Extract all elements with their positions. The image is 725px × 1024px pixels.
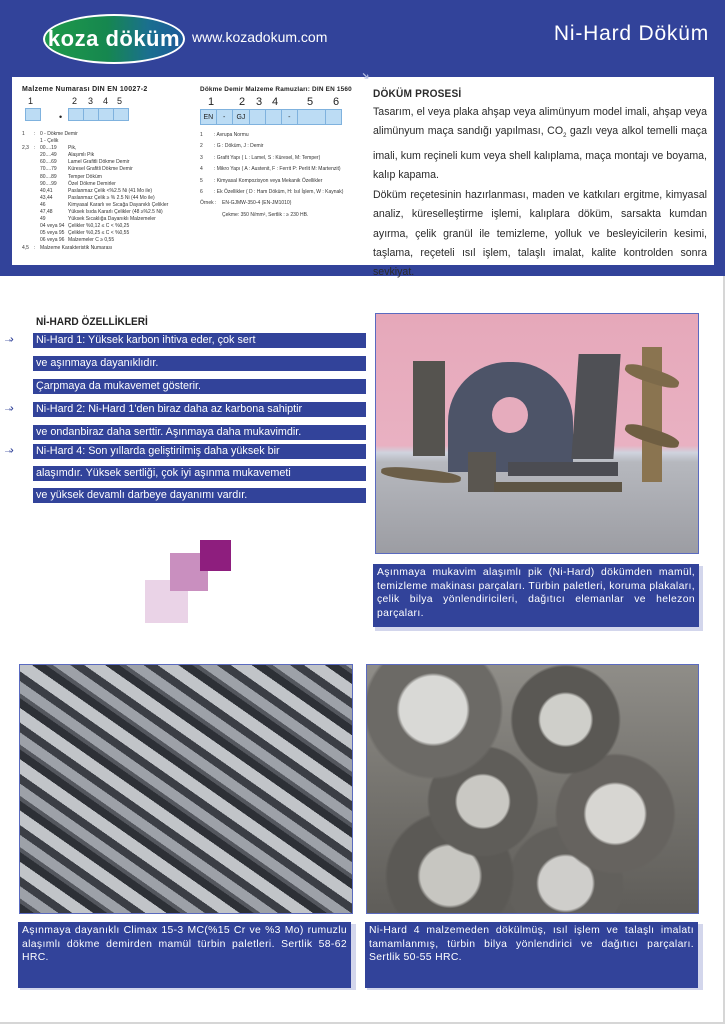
item-key <box>22 223 34 230</box>
item-key <box>22 159 34 166</box>
logo-text: koza döküm <box>47 26 181 51</box>
item-desc: Temper Döküm <box>68 173 102 180</box>
double-arrow-icon: →›› <box>3 334 11 345</box>
code-box <box>250 110 266 124</box>
example-label: Örnek : <box>200 200 217 207</box>
part-bar <box>508 462 618 476</box>
company-logo <box>43 14 185 64</box>
caption-turbine-blades: Aşınmaya dayanıklı Climax 15-3 MC(%15 Cr ve %3 Mo) rumuzlu alaşımlı dökme demirden mamül türbin paletleri. Sertlik 58-62 HRC. <box>18 922 351 988</box>
position-label: 6 <box>333 96 340 108</box>
item-key <box>22 216 34 223</box>
position-label: 5 <box>117 96 123 106</box>
din-10027-block <box>22 86 192 252</box>
item-value: : Mikro Yapı ( A : Austenit, F : Ferrit P: Perlit M: Martenzit) <box>214 166 341 173</box>
item-key <box>22 202 34 209</box>
photo-nihard-parts <box>375 313 699 554</box>
item-separator: : <box>34 244 36 251</box>
item-code: 70....79 <box>40 166 57 173</box>
list-item <box>22 245 192 252</box>
item-key: 2,3 <box>22 145 29 152</box>
feature-line: Ni-Hard 4: Son yıllarda geliştirilmiş daha yüksek bir <box>33 444 366 459</box>
position-label: 4 <box>103 96 109 106</box>
part-bar <box>494 482 622 492</box>
item-code: Malzeme Karakteristik Numarası <box>40 244 113 251</box>
code-box <box>326 110 341 124</box>
code-box: - <box>217 110 233 124</box>
example-row <box>200 198 360 209</box>
item-value: : Ek Özellikler ( D : Ham Döküm, H: Isıl İşlem, W : Kaynak) <box>214 189 344 196</box>
din-10027-list <box>22 131 192 252</box>
feature-line: Ni-Hard 2: Ni-Hard 1'den biraz daha az karbona sahiptir <box>33 402 366 417</box>
din-1560-title: Dökme Demir Malzeme Ramuzları: DIN EN 1560 <box>200 86 352 93</box>
item-code: 00....19 <box>40 145 57 152</box>
item-key <box>22 138 34 145</box>
item-desc: Malzemeler C ≥ 0,55 <box>68 237 115 244</box>
list-item <box>22 195 192 202</box>
list-item <box>200 164 360 175</box>
code-box: EN <box>201 110 217 124</box>
item-code: 90....99 <box>40 180 57 187</box>
features-title: Nİ-HARD ÖZELLİKLERİ <box>36 316 148 328</box>
item-desc: Paslanmaz Çelik ≥ % 2.5 Ni (44 Mo ile) <box>68 194 155 201</box>
position-label: 5 <box>307 96 314 108</box>
item-value: : Avrupa Normu <box>214 132 249 138</box>
item-desc: Alaşımlı Pik <box>68 152 95 159</box>
item-key: 6 <box>200 189 203 196</box>
part-plate <box>413 361 445 456</box>
code-box <box>266 110 282 124</box>
item-code: 06 veya 96 <box>40 237 65 244</box>
list-item <box>22 188 192 195</box>
item-code: 04 veya 94 <box>40 223 65 230</box>
item-code: 80....89 <box>40 173 57 180</box>
item-value: : G : Döküm, J : Demir <box>214 143 264 150</box>
item-key: 5 <box>200 177 203 184</box>
page-title: Ni-Hard Döküm <box>553 22 709 45</box>
din-10027-title: Malzeme Numarası DIN EN 10027-2 <box>22 86 148 93</box>
item-desc: Lamel Grafitli Dökme Demir <box>68 159 130 166</box>
item-key <box>22 237 34 244</box>
din-1560-boxes <box>200 109 342 125</box>
list-item <box>22 230 192 237</box>
item-desc: Pik, <box>68 145 77 152</box>
item-code: 46 <box>40 201 46 208</box>
item-desc: Küresel Grafitli Dökme Demir <box>68 166 133 173</box>
position-label: 3 <box>256 96 263 108</box>
position-label: 4 <box>272 96 279 108</box>
part-liner <box>571 354 620 459</box>
code-box: - <box>282 110 298 124</box>
item-code: 60....69 <box>40 159 57 166</box>
list-item <box>22 166 192 173</box>
feature-line: ve aşınmaya dayanıklıdır. <box>33 356 366 371</box>
caption-nihard-parts: Aşınmaya mukavim alaşımlı pik (Ni-Hard) dökümden mamül, temizleme makinası parçaları. Türbin paletleri, koruma plakaları, çelik bilya yönlendiricileri, dağıtıcı elemanlar ve helezon parçaları. <box>373 564 699 627</box>
item-desc: Yüksek Isıda Kararlı Çelikler (48 ≥%2.5 Ni) <box>68 209 163 216</box>
item-value: : Kimyasal Kompozisyon veya Mekanik Özellikler <box>214 177 323 184</box>
feature-line: ve yüksek devamlı darbeye dayanımı vardır. <box>33 488 366 503</box>
item-key <box>22 195 34 202</box>
din-10027-positions <box>22 96 192 108</box>
list-item <box>22 209 192 216</box>
process-text: gazlı veya alkol temelli maça imali, kum reçineli kum veya shell kalıplama, maça montajı ve boyama, kalıp kapama. <box>373 125 707 182</box>
code-box <box>68 108 84 121</box>
item-desc: Yüksek Sıcaklığa Dayanıklı Malzemeler <box>68 216 156 223</box>
list-item <box>200 187 360 198</box>
code-box <box>298 110 327 124</box>
list-item <box>22 216 192 223</box>
item-separator: : <box>34 131 36 137</box>
item-key <box>22 152 34 159</box>
subscript: 2 <box>563 133 567 140</box>
item-key <box>22 181 34 188</box>
feature-line: Ni-Hard 1: Yüksek karbon ihtiva eder, çok sert <box>33 333 366 348</box>
list-item <box>22 202 192 209</box>
item-code: 43,44 <box>40 194 53 201</box>
example-value: Çekme: 350 N/mm², Sertlik : ≥ 230 HB. <box>222 211 309 218</box>
feature-line: alaşımdır. Yüksek sertliği, çok iyi aşınma mukavemeti <box>33 466 366 481</box>
process-text: Tasarım, el veya plaka ahşap veya alimünyum model imali, ahşap veya alimünyum maça sandığı yapılması, CO <box>373 106 707 138</box>
part-block <box>468 452 496 492</box>
decor-square-dark <box>200 540 231 571</box>
din-1560-block <box>200 86 360 221</box>
item-desc: Çelikler %0,12 ≤ C < %0,25 <box>68 223 130 230</box>
process-paragraph: Döküm reçetesinin hazırlanması, maden ve katkıları ergitme, kimyasal analiz, küreselleştirme işlemi, kalıplara döküm, sarsakta kumdan ayırma, çelik granül ile temizleme, yolluk ve besleyicilerin kesimi, taşlama, reçeteli ısıl işlem, talaşlı imalat, kalite kontrolden sonra sevkiyat. <box>373 188 707 279</box>
photo-turbine-guides <box>366 664 699 914</box>
position-label: 2 <box>239 96 246 108</box>
caption-turbine-guides: Ni-Hard 4 malzemeden dökülmüş, ısıl işlem ve talaşlı imalatı tamamlanmış, türbin bilya yönlendirici ve dağıtıcı parçaları. Sertlik 50-55 HRC. <box>365 922 698 988</box>
feature-line: Çarpmaya da mukavemet gösterir. <box>33 379 366 394</box>
item-value: : Grafit Yapı ( L : Lamel, S : Küresel, M: Temper) <box>214 154 321 161</box>
arrow-icon: ➔ <box>358 69 373 84</box>
photo-turbine-blades <box>19 664 353 914</box>
item-code: 47,48 <box>40 209 53 216</box>
code-box: GJ <box>233 110 251 124</box>
list-item <box>22 159 192 166</box>
position-label: 1 <box>208 96 215 108</box>
list-item <box>22 138 192 145</box>
list-item <box>200 153 360 164</box>
list-item <box>22 237 192 244</box>
item-key <box>22 166 34 173</box>
item-desc: Paslanmaz Çelik <%2.5 Ni (41 Mo ile) <box>68 187 153 194</box>
position-label: 3 <box>88 96 94 106</box>
position-label: 2 <box>72 96 78 106</box>
position-label: 1 <box>28 96 34 106</box>
item-key: 4 <box>200 166 203 173</box>
list-item <box>22 131 192 138</box>
item-key: 4,5 <box>22 244 29 251</box>
list-item <box>22 152 192 159</box>
part-hole <box>492 397 528 433</box>
code-box <box>25 108 41 121</box>
din-10027-boxes <box>22 108 192 122</box>
process-title: DÖKÜM PROSESİ <box>373 88 462 100</box>
double-arrow-icon: →›› <box>3 403 11 414</box>
separator-dot: • <box>59 112 63 122</box>
list-item <box>200 176 360 187</box>
list-item <box>22 145 192 152</box>
item-key <box>22 174 34 181</box>
item-code: 20....49 <box>40 152 57 159</box>
item-code: 05 veya 95 <box>40 230 65 237</box>
item-code: 0 - Dökme Demir <box>40 131 78 137</box>
item-code: 49 <box>40 216 46 223</box>
item-key: 3 <box>200 154 203 161</box>
double-arrow-icon: →›› <box>3 445 11 456</box>
list-item <box>200 141 360 152</box>
process-section <box>373 88 707 283</box>
item-code: 1 - Çelik <box>40 138 59 145</box>
list-item <box>22 174 192 181</box>
list-item <box>200 130 360 141</box>
process-paragraph <box>373 103 707 186</box>
example-row <box>200 210 360 221</box>
item-desc: Çelikler %0,25 ≤ C < %0,55 <box>68 230 130 237</box>
item-key: 2 <box>200 143 203 150</box>
item-key: 1 <box>22 131 25 137</box>
code-box <box>113 108 129 121</box>
item-key <box>22 230 34 237</box>
website-url[interactable]: www.kozadokum.com <box>192 29 328 45</box>
din-1560-list <box>200 130 360 221</box>
code-box <box>83 108 99 121</box>
list-item <box>22 223 192 230</box>
list-item <box>22 181 192 188</box>
item-separator: : <box>34 145 36 152</box>
example-value: EN-GJMW-350-4 (EN-JM1010) <box>222 200 292 207</box>
item-key: 1 <box>200 132 203 138</box>
din-1560-positions <box>200 96 360 109</box>
feature-line: ve ondanbiraz daha serttir. Aşınmaya daha mukavimdir. <box>33 425 366 440</box>
item-key <box>22 209 34 216</box>
item-key <box>22 188 34 195</box>
item-desc: Kimyasal Kararlı ve Sıcağa Dayanıklı Çelikler <box>68 201 169 208</box>
item-code: 40,41 <box>40 187 53 194</box>
code-box <box>98 108 114 121</box>
item-desc: Özel Dökme Demirler <box>68 180 116 187</box>
